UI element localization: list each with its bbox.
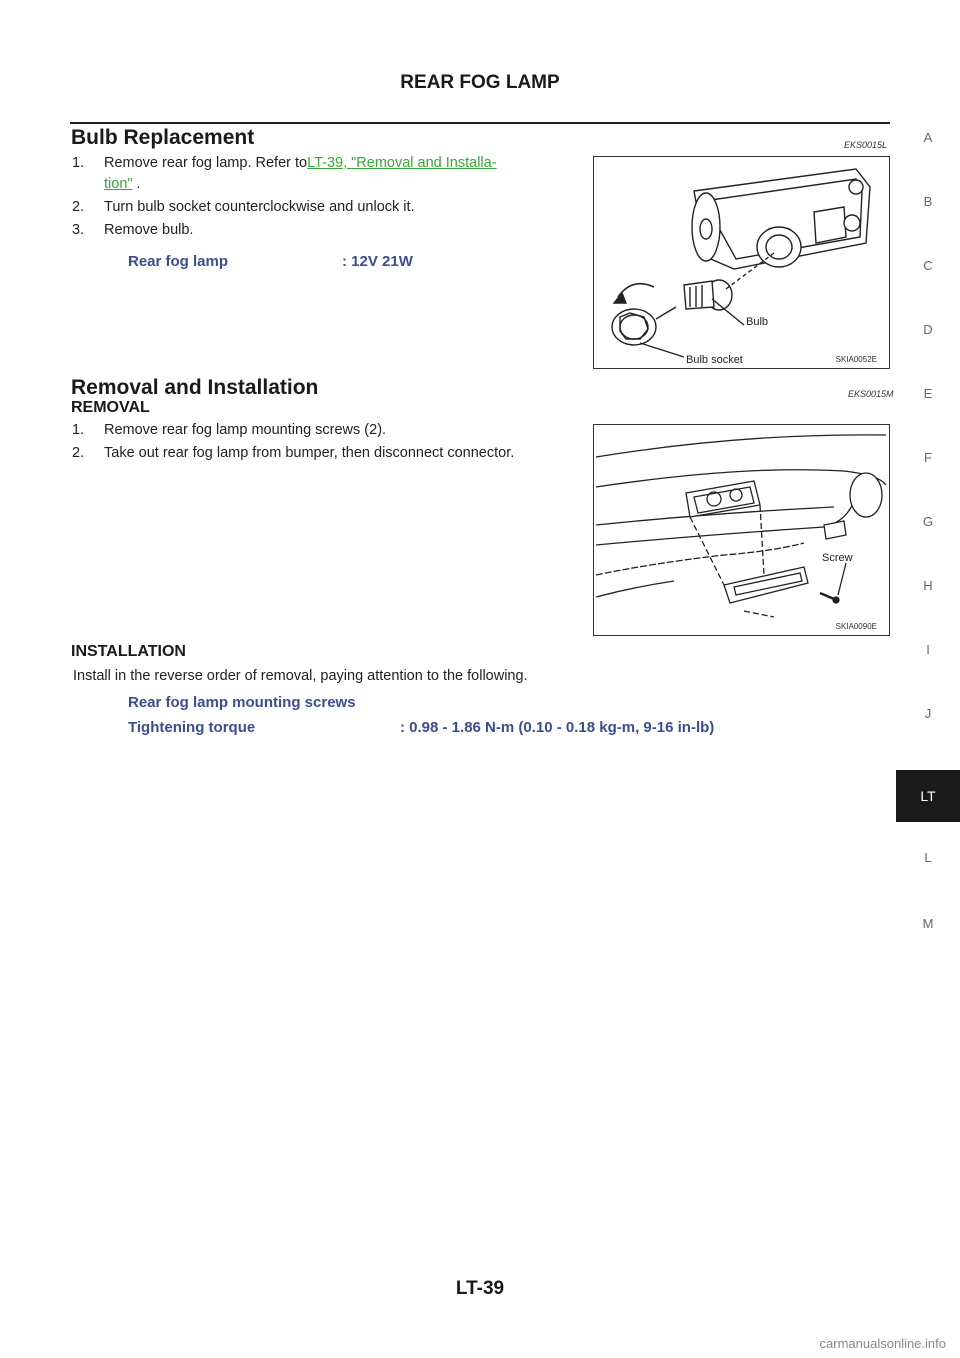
- figure-label-bulb-socket: Bulb socket: [686, 354, 743, 366]
- figure-rear-fog-lamp-removal: [593, 424, 890, 636]
- subtitle-removal: REMOVAL: [71, 399, 150, 416]
- tab-f[interactable]: F: [924, 450, 932, 465]
- tab-m[interactable]: M: [922, 916, 934, 931]
- header-rule: [70, 122, 890, 124]
- subtitle-installation: INSTALLATION: [71, 643, 186, 660]
- figure-bulb-replacement: [593, 156, 890, 369]
- reference-link[interactable]: LT-39, "Removal and Installa-: [307, 155, 497, 171]
- removal-step-1: [72, 422, 386, 438]
- tab-lt-active[interactable]: LT: [896, 770, 960, 822]
- spec-label-rear-fog-lamp: Rear fog lamp: [128, 253, 229, 270]
- spec-heading-mounting-screws: Rear fog lamp mounting screws: [128, 694, 356, 711]
- tab-j[interactable]: J: [924, 706, 932, 721]
- tab-c[interactable]: C: [923, 258, 933, 273]
- page-title: REAR FOG LAMP: [400, 72, 560, 93]
- reference-link-continued[interactable]: tion": [104, 176, 133, 192]
- figure-code: SKIA0052E: [835, 355, 877, 364]
- bulb-step-3: [72, 222, 193, 238]
- section-title-bulb-replacement: Bulb Replacement: [71, 126, 255, 149]
- step-number: 2.: [72, 445, 85, 461]
- tab-d[interactable]: D: [923, 322, 933, 337]
- tab-e[interactable]: E: [923, 386, 933, 401]
- section-title-removal-installation: Removal and Installation: [71, 376, 319, 399]
- tab-b[interactable]: B: [923, 194, 933, 209]
- watermark: carmanualsonline.info: [819, 1336, 946, 1351]
- step-text: Turn bulb socket counterclockwise and unlock it.: [104, 199, 415, 215]
- spec-label-tightening-torque: Tightening torque: [128, 719, 256, 736]
- section-code-removal: EKS0015M: [848, 389, 894, 399]
- tab-g[interactable]: G: [922, 514, 934, 529]
- step-text-after: .: [132, 176, 141, 192]
- step-text: Remove bulb.: [104, 222, 194, 238]
- figure-code: SKIA0090E: [835, 622, 877, 631]
- spec-value-tightening-torque: : 0.98 - 1.86 N-m (0.10 - 0.18 kg-m, 9-16 in-lb): [400, 719, 715, 736]
- section-code-bulb: EKS0015L: [844, 140, 888, 150]
- removal-step-2: [72, 445, 514, 461]
- step-number: 1.: [72, 422, 85, 438]
- tab-h[interactable]: H: [923, 578, 933, 593]
- step-number: 2.: [72, 199, 85, 215]
- figure-label-screw: Screw: [822, 552, 853, 564]
- step-text: Remove rear fog lamp. Refer to: [104, 155, 308, 171]
- figure-label-bulb: Bulb: [746, 316, 769, 328]
- bulb-step-2: [72, 199, 415, 215]
- tab-a[interactable]: A: [923, 130, 933, 145]
- bulb-step-1: [72, 155, 587, 171]
- tab-l[interactable]: L: [924, 850, 932, 865]
- bumper-illustration: [594, 425, 889, 635]
- page-number: LT-39: [455, 1278, 505, 1299]
- spec-value-wattage: : 12V 21W: [342, 253, 413, 270]
- step-number: 1.: [72, 155, 85, 171]
- bulb-socket-illustration: [594, 157, 889, 368]
- tab-i[interactable]: I: [926, 642, 930, 657]
- step-text: Take out rear fog lamp from bumper, then disconnect connector.: [104, 445, 515, 461]
- step-number: 3.: [72, 222, 85, 238]
- bulb-step-1-continued: [104, 176, 141, 192]
- step-text: Remove rear fog lamp mounting screws (2).: [104, 422, 387, 438]
- installation-text: Install in the reverse order of removal, paying attention to the following.: [73, 668, 528, 684]
